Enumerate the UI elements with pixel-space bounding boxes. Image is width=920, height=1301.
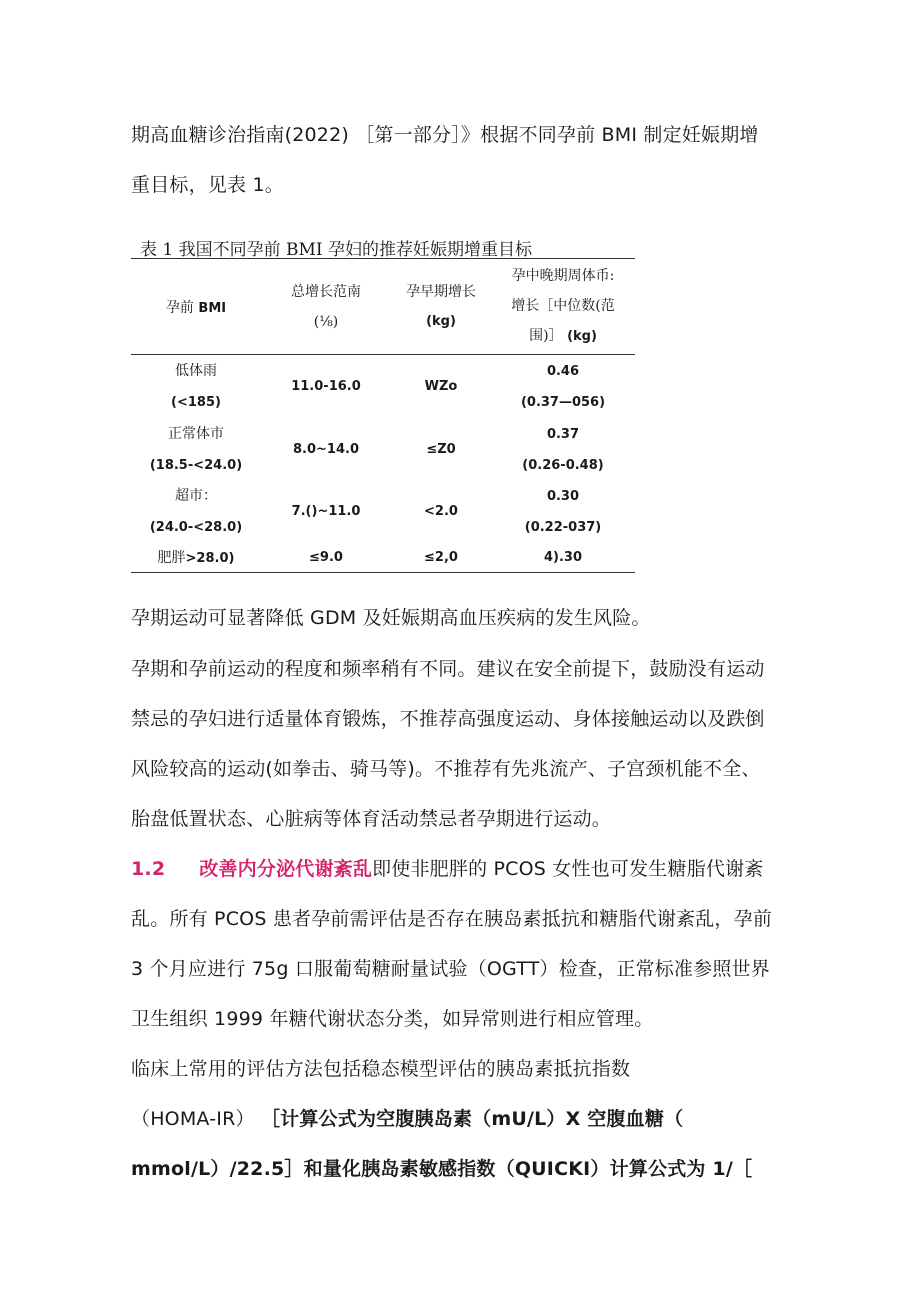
section-line-3: 3 个月应进行 75g 口服葡萄糖耐量试验（OGTT）检查，正常标准参照世界: [131, 958, 770, 980]
row-category-range: (18.5-<24.0): [149, 457, 243, 473]
row-category-name: 肥胖: [157, 550, 186, 567]
section-number: 1.2: [131, 858, 166, 880]
section-line-4: 卫生组织 1999 年糖代谢状态分类，如异常则进行相应管理。: [131, 1008, 654, 1030]
row-category-name: 正常体市: [168, 425, 224, 442]
header-prepregnancy-bmi: [131, 259, 261, 355]
intro-line-2: 重目标，见表 1。: [131, 174, 284, 196]
row-category-range: >28.0): [185, 551, 235, 567]
row-category-name: 超市：: [175, 487, 217, 504]
header-weekly-gain: [491, 259, 635, 355]
paragraph-assessment-methods: 临床上常用的评估方法包括稳态模型评估的胰岛素抵抗指数: [131, 1058, 631, 1080]
table-row: [131, 543, 635, 573]
row-weekly-median: 4).30: [543, 549, 583, 565]
table-row: [131, 481, 635, 543]
row-weekly-gain: [491, 419, 635, 481]
table-row: [131, 419, 635, 481]
table-header-row: [131, 259, 635, 355]
row-total-gain: 11.0-16.0: [291, 379, 361, 395]
table-row: [131, 355, 635, 419]
section-title: 改善内分泌代谢紊乱: [199, 858, 373, 880]
formula-line-2: mmol/L）/22.5］和量化胰岛素敏感指数（QUICKI）计算公式为 1/［: [131, 1158, 753, 1180]
row-early-gain: WZo: [424, 379, 458, 395]
homa-ir-label: （HOMA-IR）: [131, 1108, 255, 1130]
paragraph-exercise-line-4: 胎盘低置状态、心脏病等体育活动禁忌者孕期进行运动。: [131, 808, 612, 830]
header-col4-d: (kg): [567, 329, 597, 344]
row-weekly-gain: [491, 481, 635, 543]
section-line-1-text: 即使非肥胖的 PCOS 女性也可发生糖脂代谢紊: [372, 858, 764, 880]
row-early-gain: ≤Z0: [426, 442, 456, 457]
row-category-range: (<185): [171, 394, 221, 410]
row-weekly-median: 0.30: [546, 488, 580, 504]
row-early-gain: ≤2,0: [424, 549, 458, 565]
header-early-gain: [391, 259, 491, 355]
row-category: [131, 355, 261, 419]
row-early-gain: <2.0: [424, 504, 458, 519]
row-category: [131, 481, 261, 543]
paragraph-exercise-line-2: 禁忌的孕妇进行适量体育锻炼，不推荐高强度运动、身体接触运动以及跌倒: [131, 708, 765, 730]
paragraph-exercise-line-3: 风险较高的运动(如拳击、骑马等)。不推荐有先兆流产、子宫颈机能不全、: [131, 758, 761, 780]
table-caption: 表 1 我国不同孕前 BMI 孕妇的推荐妊娠期增重目标: [140, 240, 533, 260]
header-col1-a: 孕前: [165, 299, 194, 316]
row-total-gain: 8.0~14.0: [293, 442, 359, 457]
row-weekly-gain: [491, 355, 635, 419]
intro-line-1: 期高血糖诊治指南(2022) ［第一部分］》根据不同孕前 BMI 制定妊娠期增: [131, 124, 759, 146]
row-weekly-median: 0.46: [546, 363, 580, 379]
row-total-gain: 7.()~11.0: [291, 504, 361, 519]
section-heading-line: [131, 854, 764, 881]
header-col3-b: (kg): [426, 313, 456, 329]
row-category-name: 低体雨: [175, 362, 217, 379]
header-col1-b: BMI: [198, 300, 227, 316]
row-category: [131, 543, 261, 573]
row-weekly-range: (0.26-0.48): [522, 457, 604, 473]
paragraph-exercise-risk: 孕期运动可显著降低 GDM 及妊娠期高血压疾病的发生风险。: [131, 607, 651, 629]
formula-line-1: [131, 1104, 683, 1131]
row-weekly-range: (0.22-037): [524, 519, 602, 535]
section-line-2: 乱。所有 PCOS 患者孕前需评估是否存在胰岛素抵抗和糖脂代谢紊乱，孕前: [131, 908, 773, 930]
row-weekly-range: (0.37—056): [520, 394, 606, 410]
formula-homa-text: ［计算公式为空腹胰岛素（mU/L）X 空腹血糖（: [260, 1108, 684, 1130]
header-col3-a: 孕早期增长: [406, 283, 476, 300]
row-category: [131, 419, 261, 481]
header-col2-b: (⅛): [313, 313, 339, 330]
header-col4-b: 增长［中位数(范: [511, 298, 615, 314]
row-weekly-median: 0.37: [546, 426, 580, 442]
paragraph-exercise-line-1: 孕期和孕前运动的程度和频率稍有不同。建议在安全前提下，鼓励没有运动: [131, 658, 765, 680]
row-category-range: (24.0-<28.0): [149, 519, 243, 535]
header-col4-c: 围)］: [529, 328, 563, 344]
bmi-weight-gain-table: [131, 258, 635, 573]
row-total-gain: ≤9.0: [309, 549, 343, 565]
header-total-gain: [261, 259, 391, 355]
header-col2-a: 总增长范南: [291, 283, 361, 300]
header-col4-a: 孕中晚期周体币:: [511, 268, 615, 284]
